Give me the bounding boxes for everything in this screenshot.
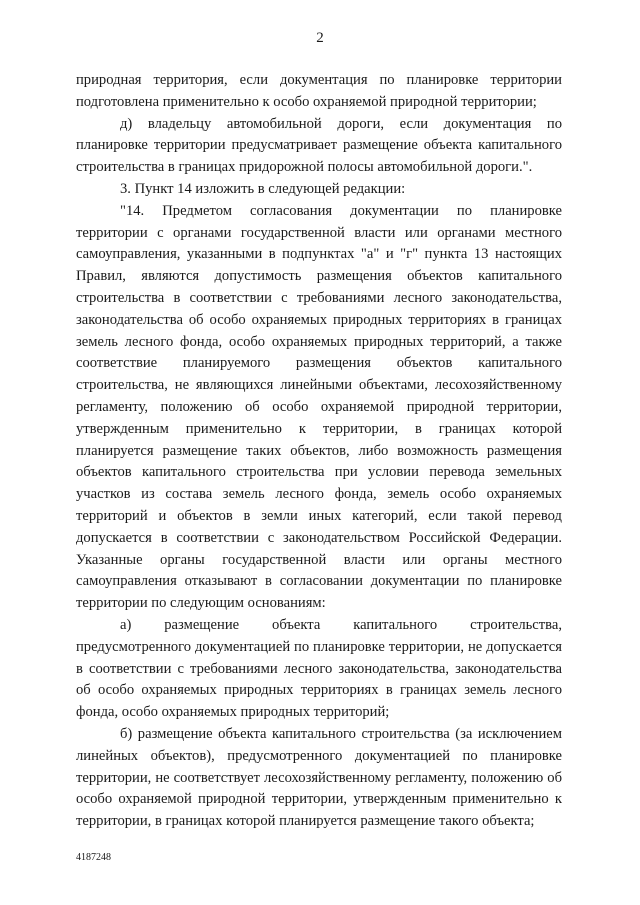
- document-code: 4187248: [76, 852, 111, 863]
- paragraph-item-3: 3. Пункт 14 изложить в следующей редакции:: [120, 180, 406, 197]
- paragraph-subpoint-d: д) владельцу автомобильной дороги, если документация по планировке территории предусматривает размещение объекта капитального строительства в границах придорожной полосы автомобильной дороги.".: [76, 115, 562, 176]
- document-body: [76, 70, 562, 833]
- paragraph-subpoint-b: б) размещение объекта капитального строительства (за исключением линейных объектов), предусмотренного документацией по планировке территории, не соответствует лесохозяйственному регламенту, положению об особо охраняемой природной территории, утвержденным применительно к территории, в границах которой планируется размещение такого объекта;: [76, 725, 562, 830]
- paragraph-point-14: "14. Предметом согласования документации по планировке территории с органами государственной власти или органами местного самоуправления, указанными в подпунктах "а" и "г" пункта 13 настоящих Правил, являются допустимость размещения объектов капитального строительства в соответствии с требованиями лесного законодательства, законодательства об особо охраняемых природных территориях в границах земель лесного фонда, особо охраняемых природных территорий, а также соответствие планируемого размещения объектов капитального строительства, не являющихся линейными объектами, лесохозяйственному регламенту, положению об особо охраняемой природной территории, утвержденным применительно к территории, в границах которой планируется размещение таких объектов, либо возможность размещения объектов капитального строительства при условии перевода земельных участков из состава земель лесного фонда, земель особо охраняемых территорий и объектов в земли иных категорий, если такой перевод допускается в соответствии с законодательством Российской Федерации. Указанные органы государственной власти или органы местного самоуправления отказывают в согласовании документации по планировке территории по следующим основаниям:: [76, 202, 562, 612]
- page-number: 2: [316, 30, 324, 46]
- paragraph-continuation: природная территория, если документация по планировке территории подготовлена применительно к особо охраняемой природной территории;: [76, 72, 562, 110]
- paragraph-subpoint-a: а) размещение объекта капитального строительства, предусмотренного документацией по планировке территории, не допускается в соответствии с требованиями лесного законодательства, законодательства об особо охраняемых природных территориях в границах земель лесного фонда, особо охраняемых природных территорий;: [76, 616, 562, 721]
